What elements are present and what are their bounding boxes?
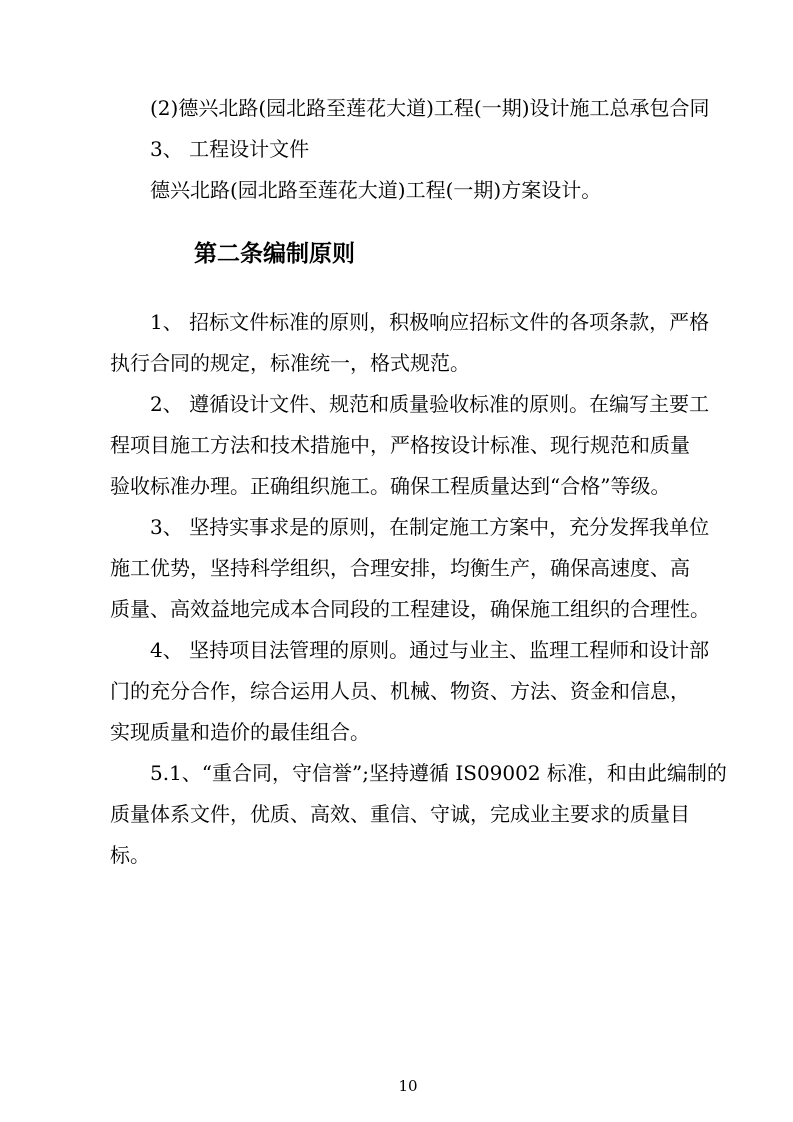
text-line: 5.1、“重合同，守信誉”;坚持遵循 IS09002 标准，和由此编制的: [150, 761, 727, 785]
text-line: 实现质量和造价的最佳组合。: [110, 720, 370, 744]
intro-paragraphs: [110, 88, 710, 211]
text-line: 执行合同的规定，标准统一，格式规范。: [110, 351, 470, 375]
body-paragraphs: [110, 302, 727, 876]
text-line: 施工优势，坚持科学组织，合理安排，均衡生产，确保高速度、高: [110, 556, 690, 580]
text-line: 质量、高效益地完成本合同段的工程建设，确保施工组织的合理性。: [110, 597, 710, 621]
text-line: 3、 工程设计文件: [150, 137, 310, 161]
text-line: 1、 招标文件标准的原则，积极响应招标文件的各项条款，严格: [150, 310, 710, 334]
page-number: 10: [398, 1077, 418, 1095]
text-line: 门的充分合作，综合运用人员、机械、物资、方法、资金和信息，: [110, 679, 690, 703]
text-line: 程项目施工方法和技术措施中，严格按设计标准、现行规范和质量: [110, 433, 690, 457]
text-line: 验收标准办理。正确组织施工。确保工程质量达到“合格”等级。: [110, 474, 671, 498]
text-line: (2)德兴北路(园北路至莲花大道)工程(一期)设计施工总承包合同: [150, 96, 710, 120]
text-line: 2、 遵循设计文件、规范和质量验收标准的原则。在编写主要工: [150, 392, 710, 416]
section-heading-row: [110, 238, 688, 270]
text-line: 3、 坚持实事求是的原则，在制定施工方案中，充分发挥我单位: [150, 515, 710, 539]
section-heading: 第二条编制原则: [194, 240, 355, 267]
text-line: 德兴北路(园北路至莲花大道)工程(一期)方案设计。: [150, 178, 602, 202]
text-line: 标。: [110, 843, 150, 867]
text-line: 质量体系文件，优质、高效、重信、守诚，完成业主要求的质量目: [110, 802, 690, 826]
text-line: 4、 坚持项目法管理的原则。通过与业主、监理工程师和设计部: [150, 638, 710, 662]
